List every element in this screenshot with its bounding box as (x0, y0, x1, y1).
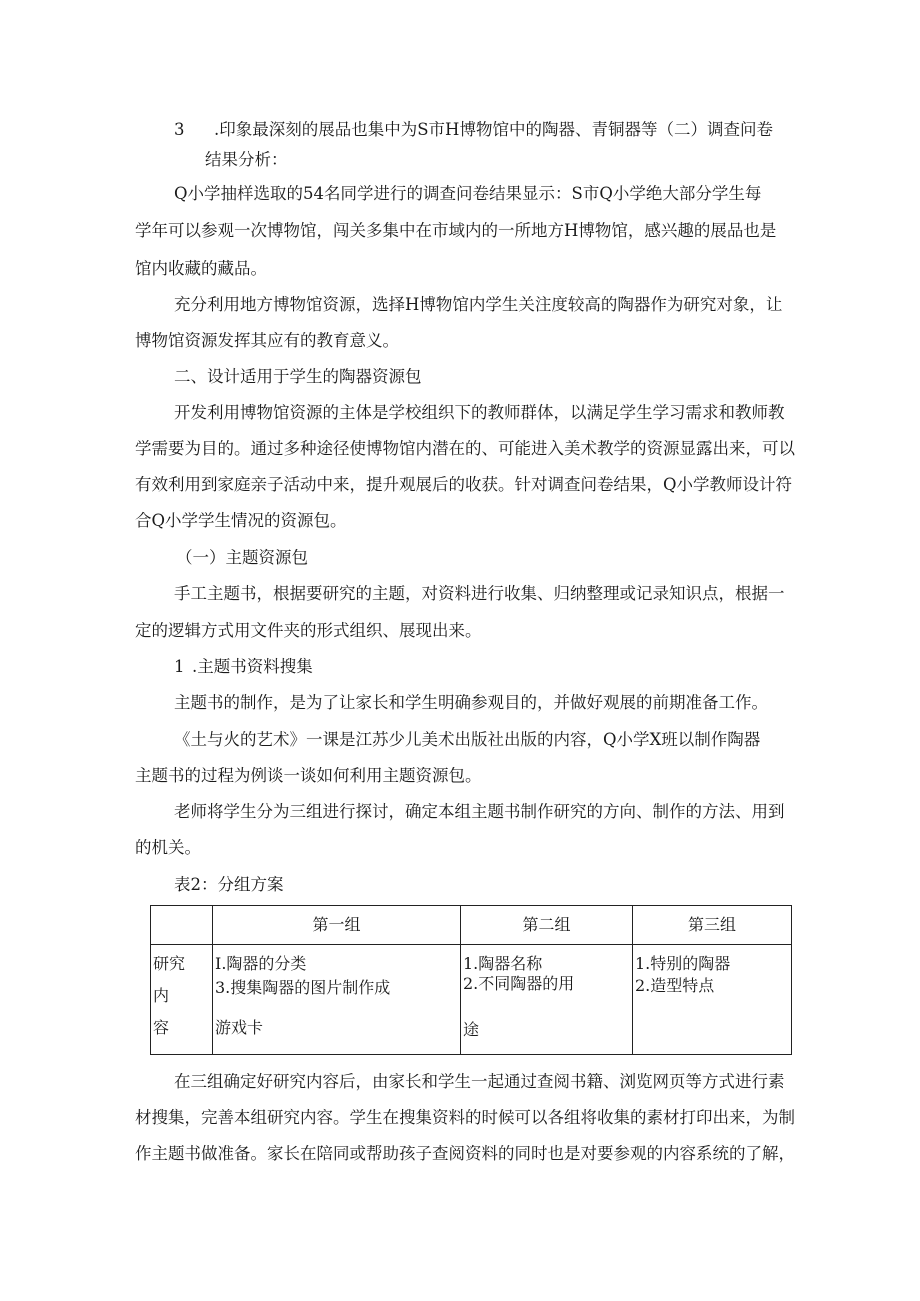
collection-paragraph-line1: 在三组确定好研究内容后，由家长和学生一起通过查阅书籍、浏览网页等方式进行素 (174, 1072, 785, 1091)
row-label-research-content (151, 945, 213, 1055)
theme-book-purpose-paragraph: 主题书的制作，是为了让家长和学生明确参观目的，并做好观展的前期准备工作。 (174, 693, 768, 712)
group1-content-cell (213, 945, 461, 1055)
cell-line: I.陶器的分类 (215, 954, 307, 973)
row-label-part: 内 (153, 986, 170, 1005)
lesson-example-paragraph-line2: 主题书的过程为例谈一谈如何利用主题资源包。 (135, 766, 482, 785)
museum-resource-paragraph-line2: 博物馆资源发挥其应有的教育意义。 (135, 331, 399, 350)
table-caption: 表2：分组方案 (174, 875, 284, 894)
development-paragraph-line2: 学需要为目的。通过多种途径使博物馆内潜在的、可能进入美术教学的资源显露出来，可以 (135, 439, 795, 458)
table-header-row (151, 906, 792, 945)
list-number-1: 1 (174, 657, 185, 676)
table-header-group3: 第三组 (633, 906, 792, 945)
cell-line: 3.搜集陶器的图片制作成 (215, 978, 391, 997)
survey-result-paragraph-line2: 学年可以参观一次博物馆，闯关多集中在市域内的一所地方H博物馆，感兴趣的展品也是 (135, 221, 777, 240)
table-header-group1: 第一组 (213, 906, 461, 945)
collection-paragraph-line3: 作主题书做准备。家长在陪同或帮助孩子查阅资料的同时也是对要参观的内容系统的了解， (135, 1144, 795, 1163)
cell-line: 2.造型特点 (635, 976, 715, 995)
grouping-plan-table (150, 905, 792, 1055)
grouping-paragraph-line2: 的机关。 (135, 838, 201, 857)
cell-line: 2.不同陶器的用 (463, 974, 575, 993)
development-paragraph-line4: 合Q小学学生情况的资源包。 (135, 511, 347, 530)
row-label-part: 容 (153, 1018, 170, 1037)
survey-item-3-line1: .印象最深刻的展品也集中为S市H博物馆中的陶器、青铜器等（二）调查问卷 (214, 120, 773, 139)
museum-resource-paragraph-line1: 充分利用地方博物馆资源，选择H博物馆内学生关注度较高的陶器作为研究对象，让 (174, 295, 783, 314)
row-label-part: 研究 (153, 954, 186, 973)
group3-content-cell (633, 945, 792, 1055)
subsection-heading-theme-pack: （一）主题资源包 (176, 548, 308, 567)
grouping-paragraph-line1: 老师将学生分为三组进行探讨，确定本组主题书制作研究的方向、制作的方法、用到 (174, 802, 785, 821)
cell-line: 途 (463, 1020, 480, 1039)
theme-book-paragraph-line2: 定的逻辑方式用文件夹的形式组织、展现出来。 (135, 621, 482, 640)
development-paragraph-line1: 开发利用博物馆资源的主体是学校组织下的教师群体，以满足学生学习需求和教师教 (174, 403, 785, 422)
group2-content-cell (461, 945, 633, 1055)
heading-material-collection: .主题书资料搜集 (192, 657, 313, 676)
table-header-empty (151, 906, 213, 945)
table-row (151, 945, 792, 1055)
development-paragraph-line3: 有效利用到家庭亲子活动中来，提升观展后的收获。针对调查问卷结果，Q小学教师设计符 (135, 475, 793, 494)
survey-item-3-line2: 结果分析： (205, 150, 288, 169)
section-heading-resource-pack: 二、设计适用于学生的陶器资源包 (174, 367, 422, 386)
lesson-example-paragraph-line1: 《土与火的艺术》一课是江苏少儿美术出版社出版的内容，Q小学X班以制作陶器 (174, 730, 761, 749)
list-number-3: 3 (174, 120, 185, 139)
survey-result-paragraph-line3: 馆内收藏的藏品。 (135, 259, 267, 278)
theme-book-paragraph-line1: 手工主题书，根据要研究的主题，对资料进行收集、归纳整理或记录知识点，根据一 (174, 584, 785, 603)
survey-result-paragraph-line1: Q小学抽样选取的54名同学进行的调查问卷结果显示：S市Q小学绝大部分学生每 (174, 184, 762, 203)
cell-line: 1.特别的陶器 (635, 954, 731, 973)
cell-line: 1.陶器名称 (463, 954, 543, 973)
cell-line: 游戏卡 (215, 1018, 264, 1037)
collection-paragraph-line2: 材搜集，完善本组研究内容。学生在搜集资料的时候可以各组将收集的素材打印出来，为制 (135, 1108, 795, 1127)
table-header-group2: 第二组 (461, 906, 633, 945)
